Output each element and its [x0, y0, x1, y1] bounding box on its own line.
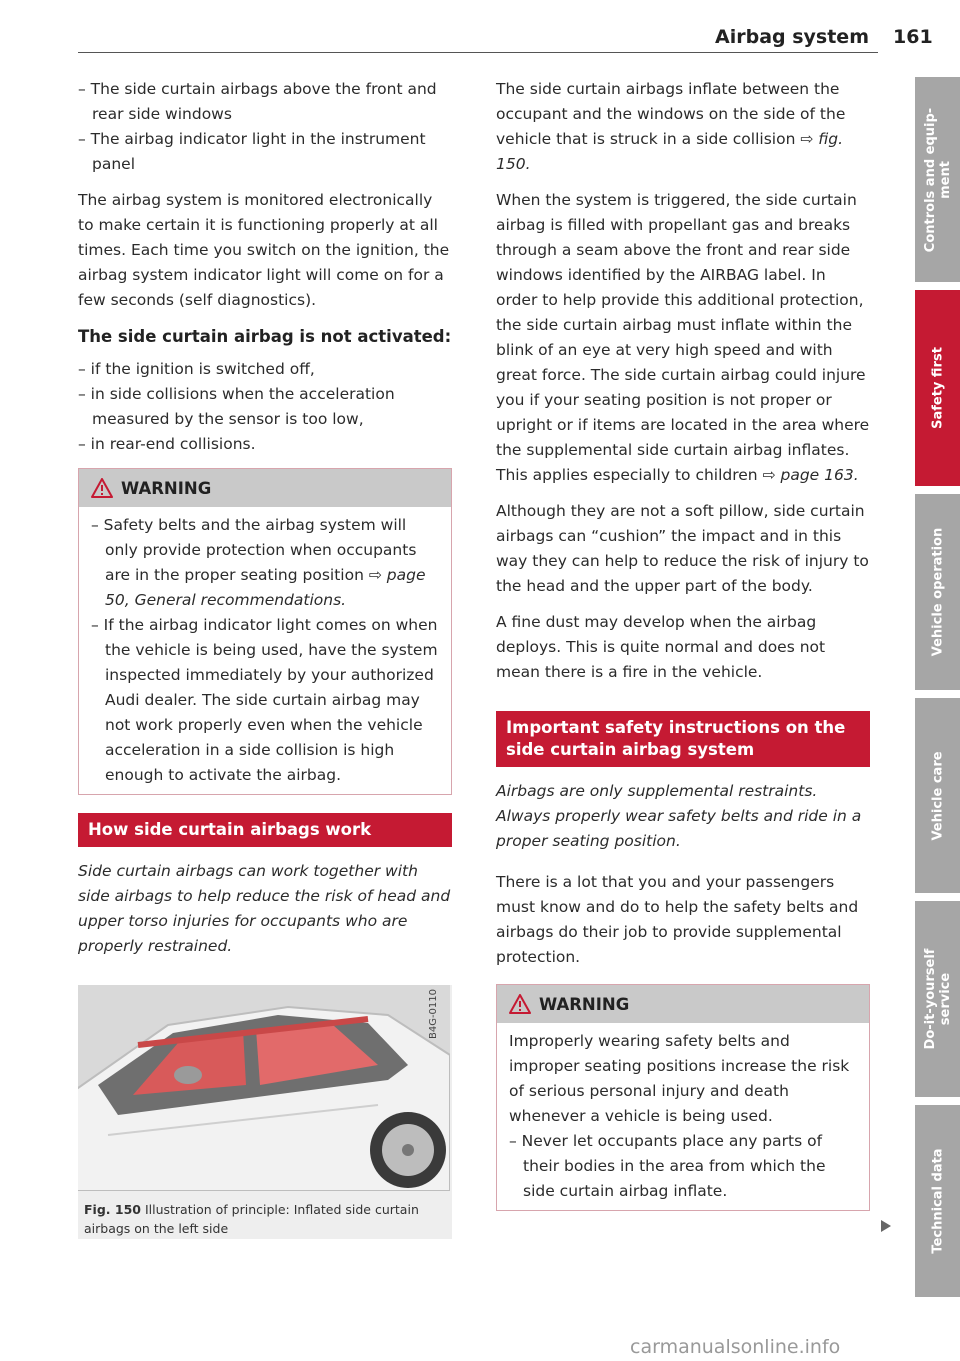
warning-body [79, 507, 451, 794]
figure-150 [78, 985, 452, 1239]
sidebar-tab-controls[interactable] [915, 77, 960, 282]
sidebar-tab-label: Vehicle care [930, 750, 945, 841]
sidebar-tab-safety[interactable] [915, 290, 960, 486]
section-intro: Side curtain airbags can work together with side airbags to help reduce the risk of head and upper torso injuries for occupants who are properly restrained. [78, 862, 451, 955]
warning-triangle-icon [509, 994, 531, 1014]
warning-text: Improperly wearing safety belts and improper seating positions increase the risk of serious personal injury and death whenever a vehicle is being used. [509, 1032, 850, 1125]
sidebar-tab-label: Technical data [930, 1148, 945, 1254]
sidebar-tab-vehicle-care[interactable] [915, 698, 960, 893]
paragraph-text: The side curtain airbags inflate between the occupant and the windows on the side of the vehicle that is struck in a side collision [496, 80, 846, 148]
not-activated-heading: The side curtain airbag is not activated: [78, 327, 452, 346]
figure-caption-text: Illustration of principle: Inflated side curtain airbags on the left side [84, 1202, 419, 1236]
paragraph [496, 188, 870, 488]
figure-caption-label: Fig. 150 [84, 1202, 141, 1217]
paragraph-text: When the system is triggered, the side curtain airbag is filled with propellant gas and breaks through a seam above the front and rear side windows identified by the AIRBAG label. In order to help provide this additional protection, the side curtain airbag must inflate within the blink of an eye at very high speed and with great force. The side curtain airbag could injure you if your seating position is not proper or upright or if items are located in the area where the supplemental side curtain airbag inflates. This applies especially to children [496, 191, 870, 484]
list-item: – The airbag indicator light in the instrument panel [78, 130, 426, 173]
page-reference-link[interactable]: ⇨ page 163. [762, 466, 859, 484]
paragraph [496, 77, 870, 177]
sidebar-tab-label: Vehicle operation [930, 527, 945, 657]
left-column [78, 77, 452, 1239]
section-heading: Important safety instructions on the side curtain airbag system [496, 711, 870, 767]
right-column [496, 77, 870, 1229]
list-item: – in side collisions when the acceleration measured by the sensor is too low, [78, 385, 395, 428]
list-item: – in rear-end collisions. [78, 435, 256, 453]
not-activated-list [78, 357, 452, 457]
figure-caption [84, 1200, 446, 1238]
footer-watermark: carmanualsonline.info [630, 1336, 841, 1358]
monitor-paragraph: The airbag system is monitored electronically to make certain it is functioning properly at all times. Each time you switch on the ignition, the airbag system indicator light will come on for a few seconds (self diagnostics). [78, 191, 450, 309]
figure-reference-link[interactable]: ⇨ fig. 150. [496, 130, 844, 173]
figure-code: B4G-0110 [428, 989, 439, 1040]
car-airbag-illustration [78, 985, 450, 1191]
warning-item [91, 513, 439, 613]
warning-item: – If the airbag indicator light comes on when the vehicle is being used, have the system inspected immediately by your authorized Audi dealer. The side curtain airbag may not work properly even when the vehicle acceleration in a side collision is high enough to activate the airbag. [91, 616, 438, 784]
warning-header [79, 469, 451, 507]
warning-box [496, 984, 870, 1211]
warning-item-text: – Safety belts and the airbag system will only provide protection when occupants are in the proper seating position [91, 516, 417, 584]
list-item: – The side curtain airbags above the front and rear side windows [78, 80, 437, 123]
intro-list [78, 77, 452, 177]
paragraph: A fine dust may develop when the airbag deploys. This is quite normal and does not mean there is a fire in the vehicle. [496, 613, 826, 681]
warning-header [497, 985, 869, 1023]
list-item: – if the ignition is switched off, [78, 360, 315, 378]
section-intro: Airbags are only supplemental restraints. Always properly wear safety belts and ride in a proper seating position. [496, 782, 862, 850]
warning-label: WARNING [539, 994, 630, 1014]
sidebar-tab-vehicle-operation[interactable] [915, 494, 960, 690]
warning-body [497, 1023, 869, 1210]
car-illustration-svg [78, 985, 450, 1191]
page-number: 161 [893, 26, 933, 48]
sidebar-tab-label: Controls and equip- ment [922, 107, 953, 252]
sidebar-tab-diy-service[interactable] [915, 901, 960, 1097]
sidebar-tab-technical-data[interactable] [915, 1105, 960, 1297]
warning-triangle-icon [91, 478, 113, 498]
continued-arrow-icon [881, 1220, 891, 1232]
section-heading: How side curtain airbags work [78, 813, 452, 847]
paragraph: Although they are not a soft pillow, side curtain airbags can “cushion” the impact and in this way they can help to reduce the risk of injury to the head and the upper part of the body. [496, 502, 869, 595]
running-header-title: Airbag system [715, 26, 869, 48]
header-rule [78, 52, 878, 53]
paragraph: There is a lot that you and your passengers must know and do to help the safety belts and airbags do their job to provide supplemental protection. [496, 873, 859, 966]
warning-label: WARNING [121, 478, 212, 498]
sidebar-tab-label: Do-it-yourself service [922, 948, 953, 1050]
sidebar-tab-label: Safety first [930, 347, 945, 429]
page-reference-link[interactable]: ⇨ page 50, General recommendations. [105, 566, 426, 609]
warning-item: – Never let occupants place any parts of their bodies in the area from which the side curtain airbag inflate. [509, 1132, 826, 1200]
warning-box [78, 468, 452, 795]
